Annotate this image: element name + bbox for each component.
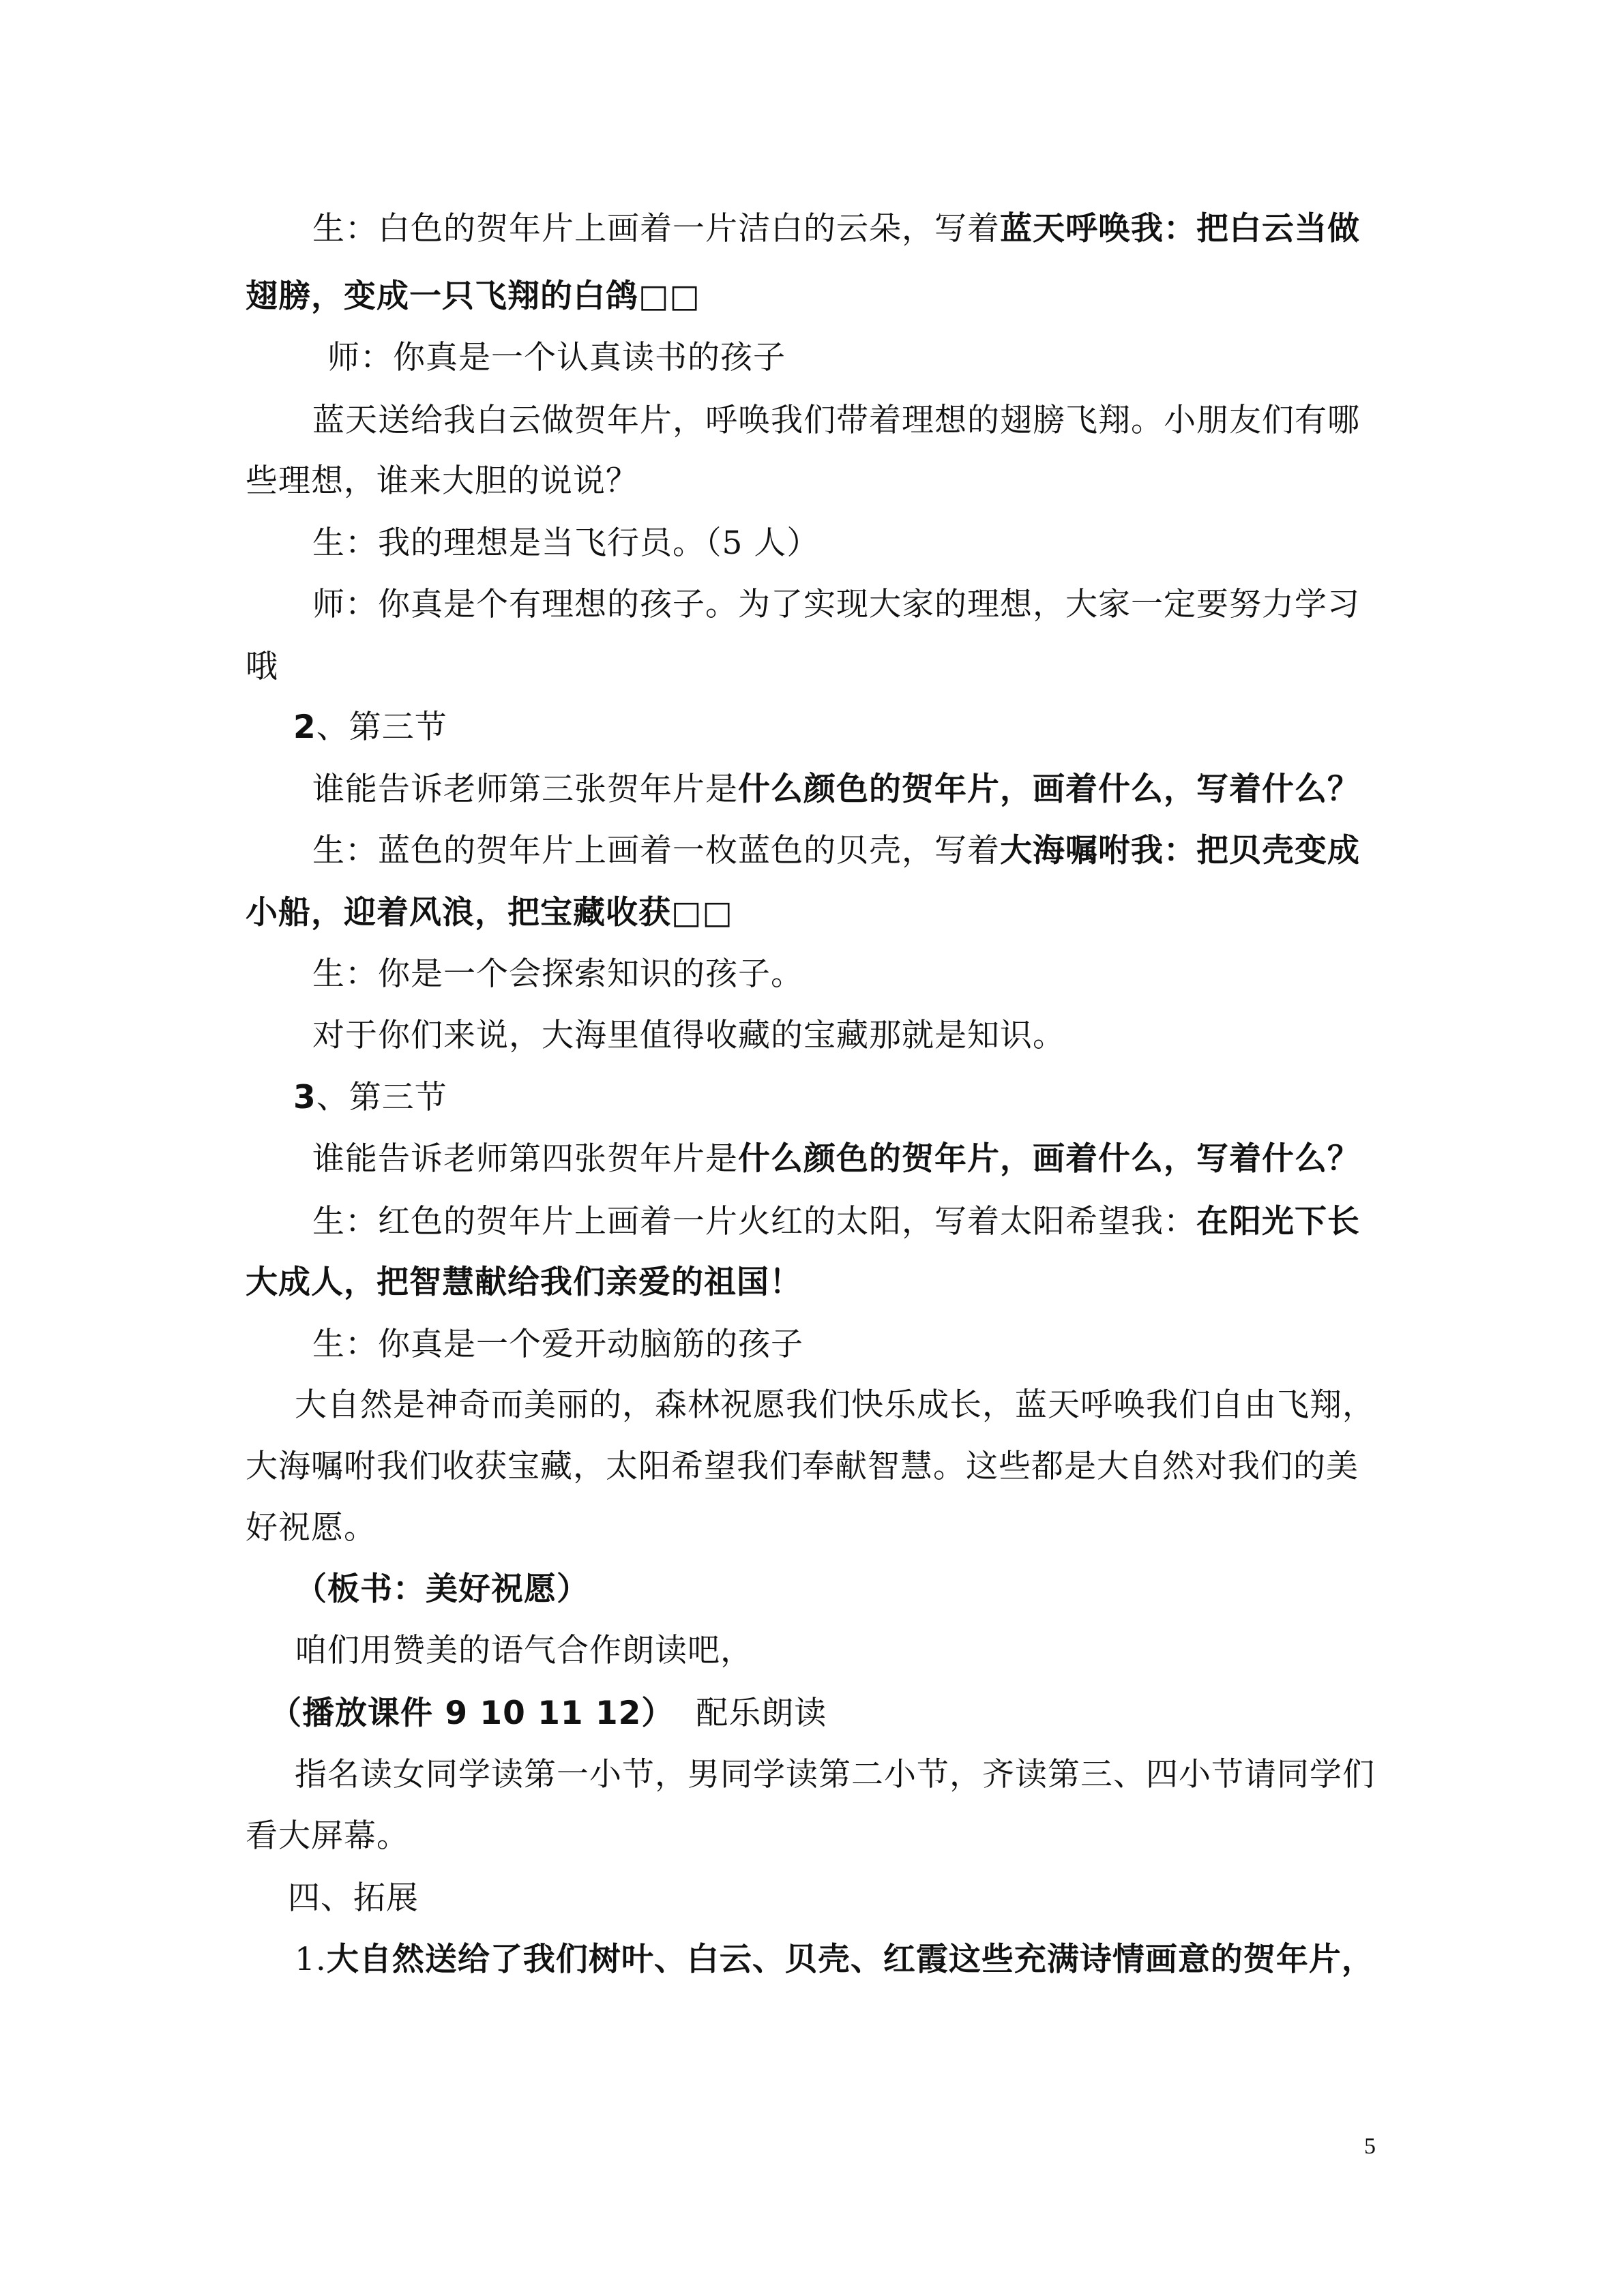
text-segment: 蓝天送给我白云做贺年片，呼唤我们带着理想的翅膀飞翔。小朋友们有哪 <box>312 402 1360 439</box>
text-segment: 师：你真是个有理想的孩子。为了实现大家的理想，大家一定要努力学习 <box>312 586 1360 623</box>
text-line <box>312 831 1360 871</box>
bold-text-segment: 大自然送给了我们树叶、白云、贝壳、红霞这些充满诗情画意的贺年片， <box>326 1941 1374 1978</box>
bold-text-segment: 蓝天呼唤我：把白云当做 <box>1000 210 1360 248</box>
text-line <box>312 523 819 564</box>
text-segment: 、第三节 <box>316 709 447 746</box>
text-segment: 大海嘱咐我们收获宝藏，太阳希望我们奉献智慧。这些都是大自然对我们的美 <box>246 1448 1359 1485</box>
text-segment: 哦 <box>246 648 278 685</box>
text-line <box>312 209 1360 250</box>
text-line <box>312 1015 1065 1056</box>
text-line <box>312 1324 803 1365</box>
bold-text-segment: （播放课件 9 10 11 12） <box>269 1695 675 1732</box>
text-line <box>246 1508 377 1549</box>
text-segment: 对于你们来说，大海里值得收藏的宝藏那就是知识。 <box>312 1017 1065 1054</box>
text-segment: 配乐朗读 <box>674 1695 827 1732</box>
text-segment: 师：你真是一个认真读书的孩子 <box>327 339 786 376</box>
text-segment: 生：蓝色的贺年片上画着一枚蓝色的贝壳，写着 <box>312 832 1000 869</box>
text-line <box>312 584 1360 625</box>
text-line <box>246 1446 1359 1487</box>
text-line <box>246 646 278 687</box>
bold-text-segment: 大海嘱咐我：把贝壳变成 <box>1000 832 1360 869</box>
text-line <box>312 769 1360 810</box>
text-segment: 生：你真是一个爱开动脑筋的孩子 <box>312 1326 803 1363</box>
text-line <box>269 1693 827 1734</box>
text-segment: 四、拓展 <box>288 1879 419 1917</box>
text-line <box>295 1630 753 1671</box>
text-segment: 生：你是一个会探索知识的孩子。 <box>312 955 803 993</box>
text-segment: 些理想，谁来大胆的说说？ <box>246 462 638 500</box>
bold-text-segment: 3 <box>293 1079 316 1116</box>
text-line <box>246 1262 802 1303</box>
bold-text-segment: 在阳光下长 <box>1196 1203 1360 1240</box>
text-line <box>312 1202 1360 1242</box>
text-segment: 、第三节 <box>316 1079 447 1116</box>
text-line <box>295 1755 1375 1795</box>
text-line <box>293 1077 447 1118</box>
text-line <box>312 400 1360 441</box>
text-segment: 生：红色的贺年片上画着一片火红的太阳，写着太阳希望我： <box>312 1203 1196 1240</box>
text-segment: 指名读女同学读第一小节，男同学读第二小节，齐读第三、四小节请同学们 <box>295 1756 1375 1793</box>
bold-text-segment: 什么颜色的贺年片，画着什么，写着什么？ <box>738 771 1360 808</box>
bold-text-segment: 2 <box>293 709 316 746</box>
text-segment: 看大屏幕。 <box>246 1817 409 1855</box>
text-line <box>327 338 786 378</box>
text-segment: 好祝愿。 <box>246 1509 377 1547</box>
text-line <box>246 1816 409 1857</box>
text-segment: □□ <box>638 278 700 315</box>
text-segment: 生：我的理想是当飞行员。（5 人） <box>312 524 820 562</box>
text-segment: 咱们用赞美的语气合作朗读吧， <box>295 1632 753 1669</box>
text-segment: 大自然是神奇而美丽的，森林祝愿我们快乐成长，蓝天呼唤我们自由飞翔， <box>295 1386 1375 1424</box>
bold-text-segment: 小船，迎着风浪，把宝藏收获 <box>246 894 671 931</box>
bold-text-segment: 翅膀，变成一只飞翔的白鸽 <box>246 278 638 315</box>
text-line <box>312 1139 1360 1180</box>
text-line <box>246 461 638 502</box>
text-segment: 1. <box>295 1941 327 1978</box>
text-line <box>295 1385 1375 1426</box>
text-line <box>288 1878 419 1919</box>
bold-text-segment: 大成人，把智慧献给我们亲爱的祖国！ <box>246 1264 802 1301</box>
text-line <box>293 707 447 748</box>
text-segment: 生：白色的贺年片上画着一片洁白的云朵，写着 <box>312 210 1000 248</box>
bold-text-segment: （板书：美好祝愿） <box>295 1570 589 1608</box>
text-line <box>295 1569 589 1610</box>
text-segment: □□ <box>671 894 733 931</box>
text-line <box>246 276 700 317</box>
text-segment: 谁能告诉老师第三张贺年片是 <box>312 771 738 808</box>
text-segment: 谁能告诉老师第四张贺年片是 <box>312 1140 738 1178</box>
page-number: 5 <box>1364 2134 1376 2159</box>
text-line <box>312 954 803 995</box>
text-line <box>246 893 733 934</box>
text-line <box>295 1939 1374 1980</box>
bold-text-segment: 什么颜色的贺年片，画着什么，写着什么？ <box>738 1140 1360 1178</box>
